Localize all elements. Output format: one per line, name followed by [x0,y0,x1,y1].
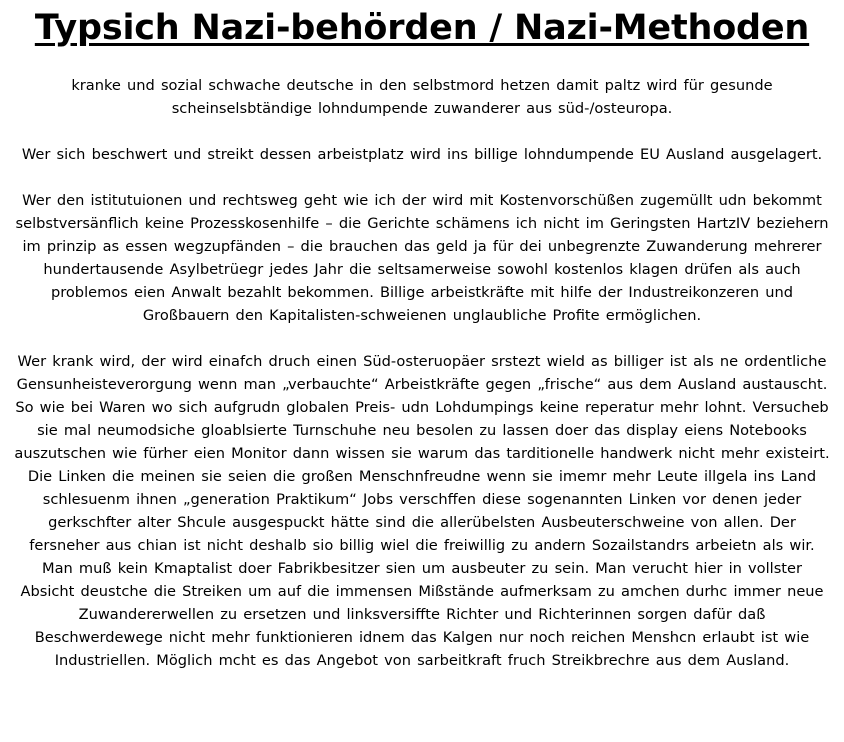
paragraph-2: Wer sich beschwert und streikt dessen arbeistplatz wird ins billige lohndumpende EU Ausland ausgelagert. [21,146,823,163]
page-title: Typsich Nazi-behörden / Nazi-Methoden [34,8,810,48]
document-body [14,74,830,672]
paragraph-3: Wer den istitutuionen und rechtsweg geht wie ich der wird mit Kostenvorschüßen zugemüllt udn bekommt selbstversänflich keine Prozesskosenhilfe – die Gerichte schämens ich nicht im Geringsten HartzIV beziehern im prinzip as essen wegzupfänden – die brauchen das geld ja für dei unbegrenzte Zuwanderung mehrerer hundertausende Asylbetrüegr jedes Jahr die seltsamerweise sowohl kostenlos klagen drüfen als auch problemos eien Anwalt bezahlt bekommen. Billige arbeistkräfte mit hilfe der Industreikonzeren und Großbauern den Kapitalisten-schweienen unglaubliche Profite ermöglichen. [15,192,829,324]
paragraph-4: Wer krank wird, der wird einafch druch einen Süd-osteruopäer srstezt wield as billiger ist als ne ordentliche Gensunheisteverorgung wenn man „verbauchte“ Arbeistkräfte gegen „frische“ aus dem Ausland austauscht. So wie bei Waren wo sich aufgrudn globalen Preis- udn Lohdumpings keine reperatur mehr lohnt. Versucheb sie mal neumodsiche gloablsierte Turnschuhe neu besolen zu lassen doer das display eiens Notebooks auszutschen wie fürher eien Monitor dann wissen sie warum das tarditionelle handwerk nicht mehr existeirt. Die Linken die meinen sie seien die großen Menschnfreudne wenn sie imemr mehr Leute illgela ins Land schlesuenm ihnen „generation Praktikum“ Jobs verschffen diese sogenannten Linken vor denen jeder gerkschfter alter Shcule ausgespuckt hätte sind die allerübelsten Ausbeuterschweine von allen. Der fersneher aus chian ist nicht deshalb sio billig wiel die freiwillig zu andern Sozailstandrs arbeietn als wir. Man muß kein Kmaptalist doer Fabrikbesitzer sien um ausbeuter zu sein. Man verucht hier in vollster Absicht deustche die Streiken um auf die immensen Mißstände aufmerksam zu amchen durhc immer neue Zuwandererwellen zu ersetzen und linksversiffte Richter und Richterinnen sorgen dafür daß Beschwerdewege nicht mehr funktionieren idnem das Kalgen nur noch reichen Menshcn erlaubt ist wie Industriellen. Möglich mcht es das Angebot von sarbeitkraft fruch Streikbrechre aus dem Ausland. [14,353,830,669]
paragraph-1: kranke und sozial schwache deutsche in den selbstmord hetzen damit paltz wird für gesunde scheinselsbtändige lohndumpende zuwanderer aus süd-/osteuropa. [71,77,773,117]
